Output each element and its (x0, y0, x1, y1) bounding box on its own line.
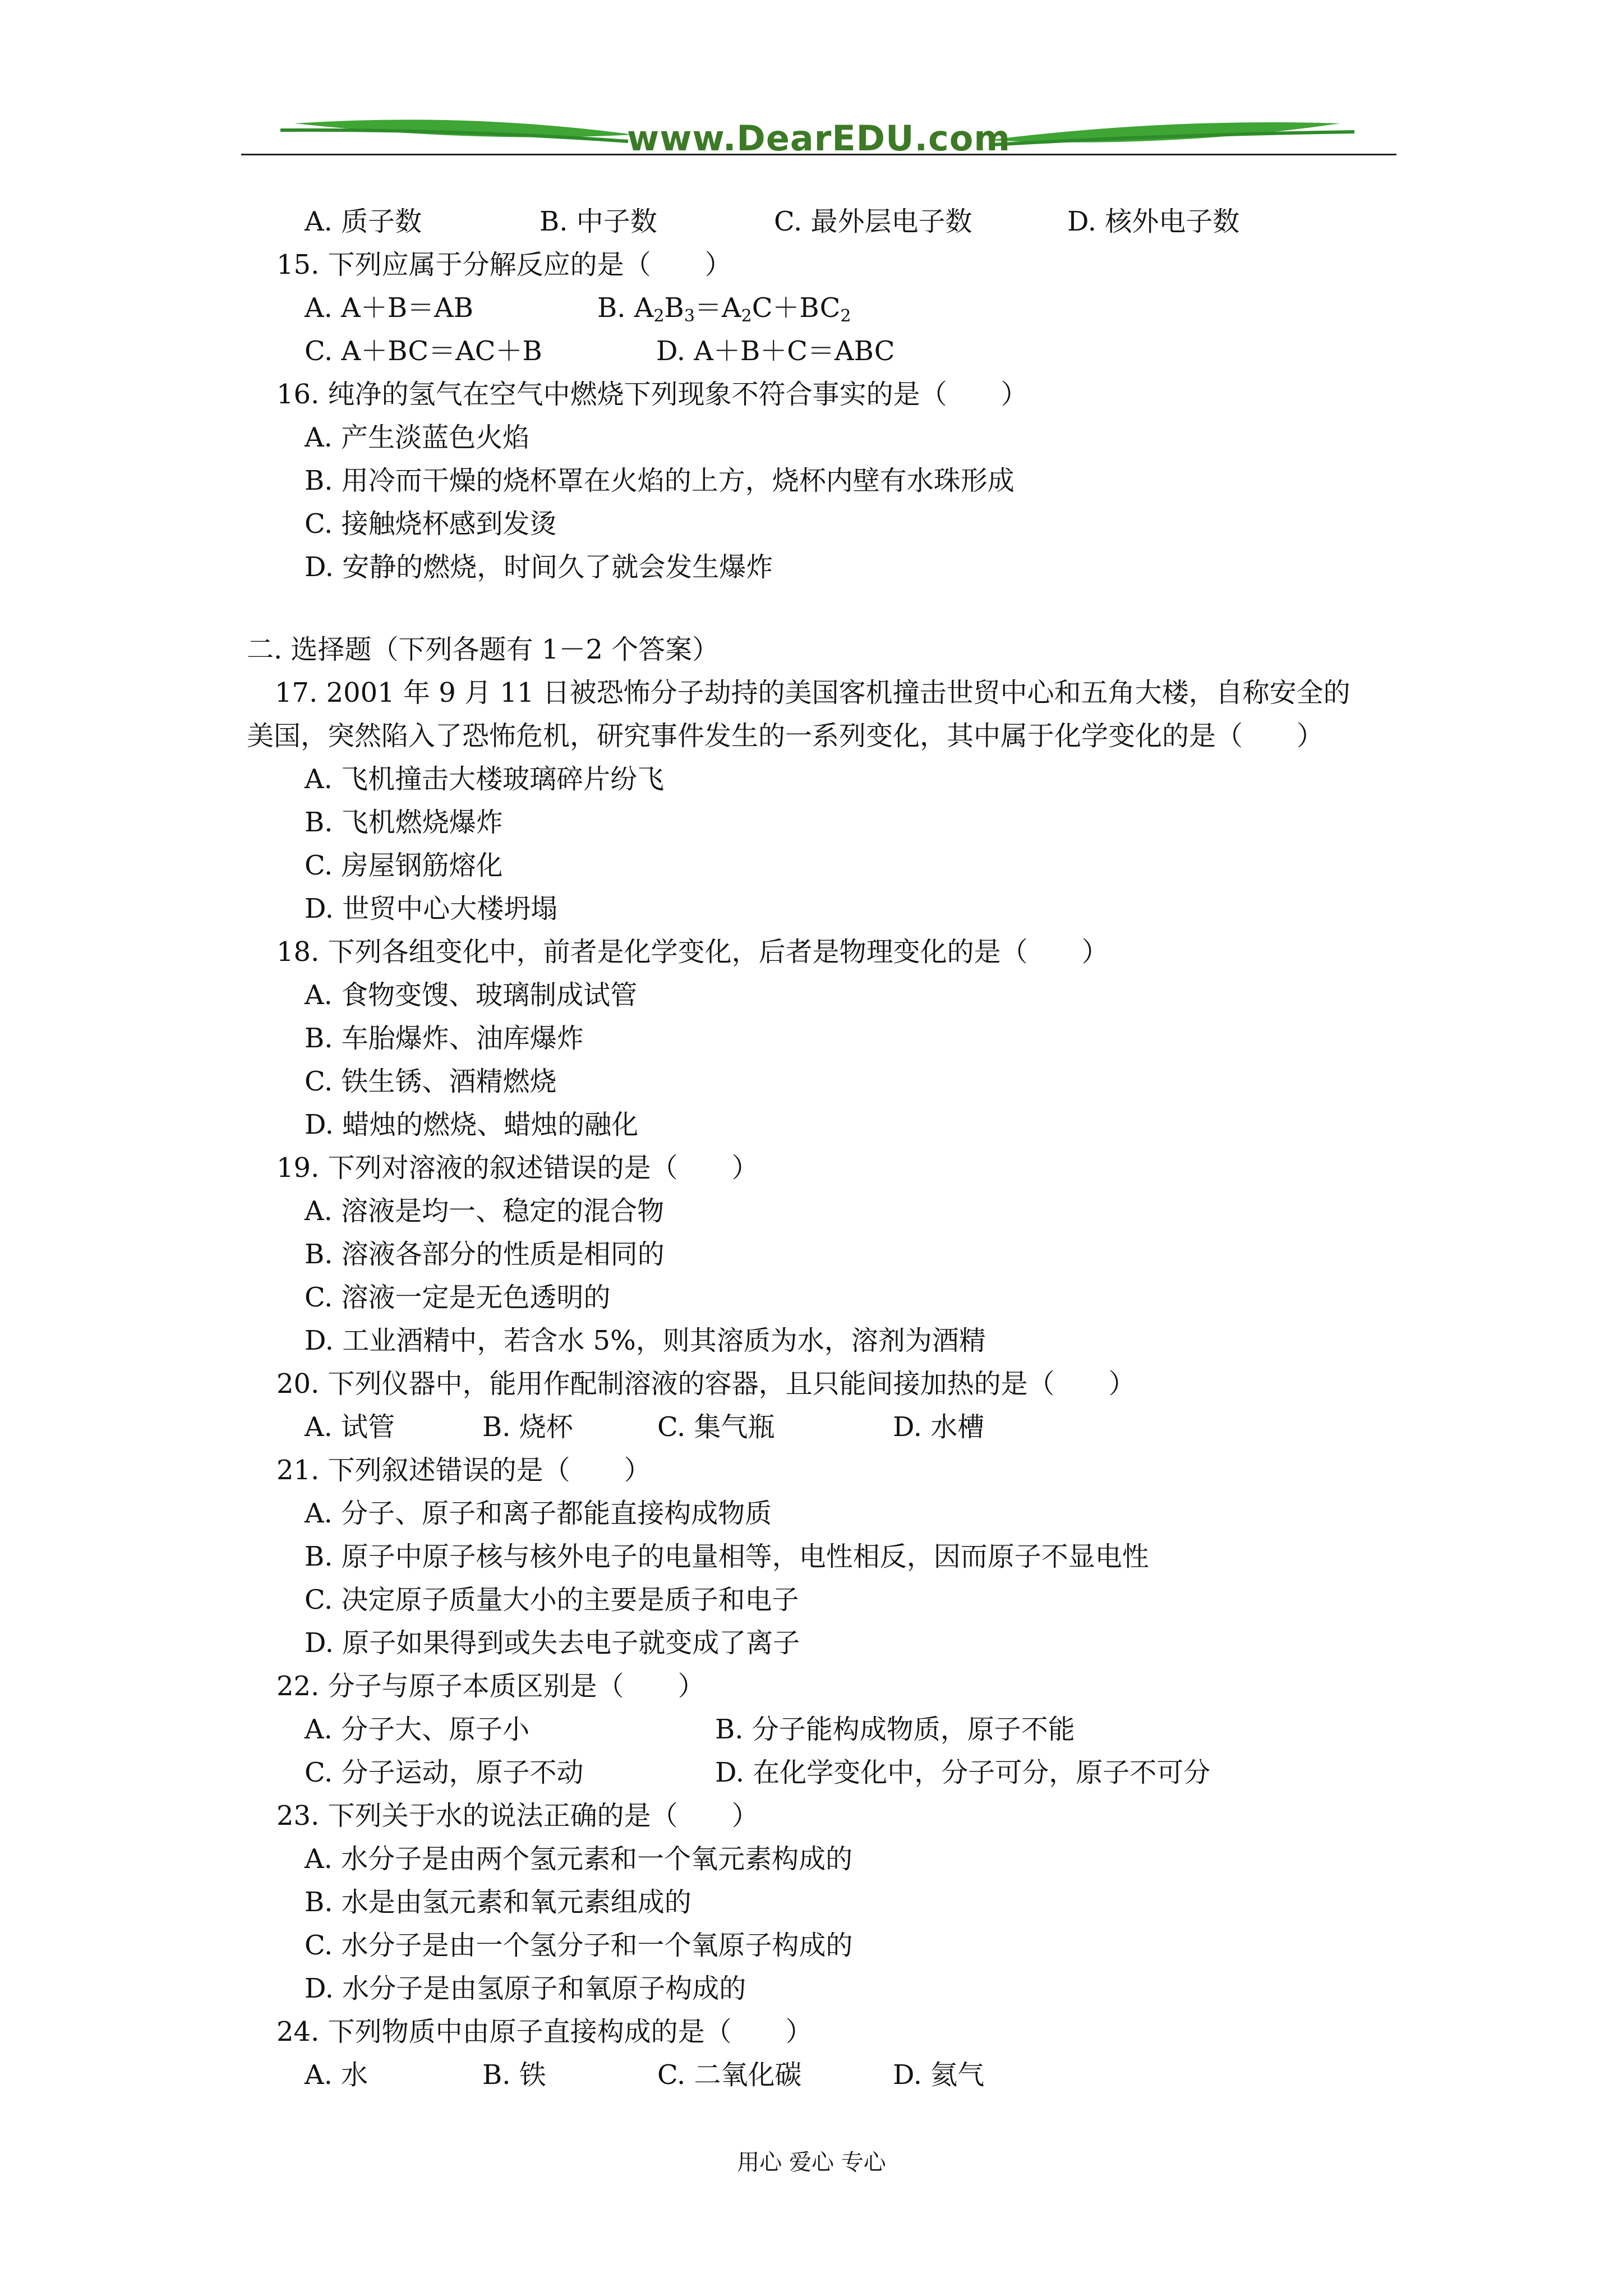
q17-option-b: B. 飞机燃烧爆炸 (305, 807, 503, 838)
q19-option-a: A. 溶液是均一、稳定的混合物 (305, 1195, 665, 1227)
q20-option-b: B. 烧杯 (482, 1411, 573, 1443)
q18-option-b: B. 车胎爆炸、油库爆炸 (305, 1023, 584, 1054)
q20-option-c: C. 集气瓶 (657, 1411, 775, 1443)
q24-option-c: C. 二氧化碳 (657, 2059, 802, 2091)
q21-option-d: D. 原子如果得到或失去电子就变成了离子 (305, 1627, 800, 1659)
q22-option-a: A. 分子大、原子小 (305, 1714, 530, 1745)
q21-option-b: B. 原子中原子核与核外电子的电量相等，电性相反，因而原子不显电性 (305, 1541, 1149, 1572)
q18-stem: 18. 下列各组变化中，前者是化学变化，后者是物理变化的是（ ） (276, 936, 1109, 968)
q21-stem: 21. 下列叙述错误的是（ ） (276, 1455, 651, 1486)
q16-option-b: B. 用冷而干燥的烧杯罩在火焰的上方，烧杯内壁有水珠形成 (305, 465, 1015, 496)
q18-option-c: C. 铁生锈、酒精燃烧 (305, 1066, 557, 1097)
q22-stem: 22. 分子与原子本质区别是（ ） (276, 1671, 705, 1702)
q22-option-b: B. 分子能构成物质，原子不能 (715, 1714, 1075, 1745)
q14-option-d: D. 核外电子数 (1067, 206, 1240, 237)
q15-option-b: B. $A_2B_3=A_2C+BC_2$ (597, 292, 851, 326)
q19-option-d: D. 工业酒精中，若含水 5%，则其溶质为水，溶剂为酒精 (305, 1325, 986, 1356)
q18-option-d: D. 蜡烛的燃烧、蜡烛的融化 (305, 1109, 639, 1140)
q16-option-d: D. 安静的燃烧，时间久了就会发生爆炸 (305, 551, 773, 583)
q21-option-c: C. 决定原子质量大小的主要是质子和电子 (305, 1584, 799, 1616)
q15-option-a: A. A＋B＝AB (305, 292, 474, 324)
q17-option-c: C. 房屋钢筋熔化 (305, 850, 503, 881)
q17-option-d: D. 世贸中心大楼坍塌 (305, 893, 558, 924)
q17-option-a: A. 飞机撞击大楼玻璃碎片纷飞 (305, 763, 665, 795)
q14-option-a: A. 质子数 (305, 206, 422, 237)
q18-option-a: A. 食物变馊、玻璃制成试管 (305, 979, 638, 1011)
site-name: www.DearEDU.com (626, 118, 1011, 159)
q19-stem: 19. 下列对溶液的叙述错误的是（ ） (276, 1152, 759, 1184)
q22-option-d: D. 在化学变化中，分子可分，原子不可分 (715, 1757, 1211, 1788)
q20-option-a: A. 试管 (305, 1411, 395, 1443)
q24-stem: 24. 下列物质中由原子直接构成的是（ ） (276, 2016, 813, 2047)
q23-stem: 23. 下列关于水的说法正确的是（ ） (276, 1800, 759, 1832)
q14-option-b: B. 中子数 (540, 206, 657, 237)
q16-option-c: C. 接触烧杯感到发烫 (305, 508, 557, 540)
q17-stem-line-1: 17. 2001 年 9 月 11 日被恐怖分子劫持的美国客机撞击世贸中心和五角大楼，自称安全的 (275, 677, 1350, 708)
q24-option-a: A. 水 (305, 2059, 368, 2091)
section-2-title: 二. 选择题（下列各题有 1－2 个答案） (247, 634, 720, 665)
page-footer: 用心 爱心 专心 (737, 2150, 886, 2175)
q20-option-d: D. 水槽 (893, 1411, 985, 1443)
q21-option-a: A. 分子、原子和离子都能直接构成物质 (305, 1498, 772, 1529)
q17-stem-line-2: 美国，突然陷入了恐怖危机，研究事件发生的一系列变化，其中属于化学变化的是（ ） (247, 720, 1324, 752)
q23-option-c: C. 水分子是由一个氢分子和一个氧原子构成的 (305, 1930, 853, 1961)
q22-option-c: C. 分子运动，原子不动 (305, 1757, 584, 1788)
q15-option-d: D. A＋B＋C＝ABC (656, 335, 895, 367)
q16-option-a: A. 产生淡蓝色火焰 (305, 422, 530, 453)
q15-option-c: C. A＋BC＝AC＋B (305, 335, 542, 367)
q14-option-c: C. 最外层电子数 (774, 206, 972, 237)
q23-option-a: A. 水分子是由两个氢元素和一个氧元素构成的 (305, 1843, 853, 1875)
q16-stem: 16. 纯净的氢气在空气中燃烧下列现象不符合事实的是（ ） (276, 379, 1028, 410)
header-rule (241, 154, 1396, 155)
q19-option-b: B. 溶液各部分的性质是相同的 (305, 1239, 665, 1270)
q24-option-b: B. 铁 (482, 2059, 546, 2091)
q23-option-b: B. 水是由氢元素和氧元素组成的 (305, 1887, 691, 1918)
q24-option-d: D. 氦气 (893, 2059, 985, 2091)
q19-option-c: C. 溶液一定是无色透明的 (305, 1282, 611, 1313)
q23-option-d: D. 水分子是由氢原子和氧原子构成的 (305, 1973, 746, 2004)
q20-stem: 20. 下列仪器中，能用作配制溶液的容器，且只能间接加热的是（ ） (276, 1368, 1136, 1400)
q15-stem: 15. 下列应属于分解反应的是（ ） (276, 249, 732, 280)
